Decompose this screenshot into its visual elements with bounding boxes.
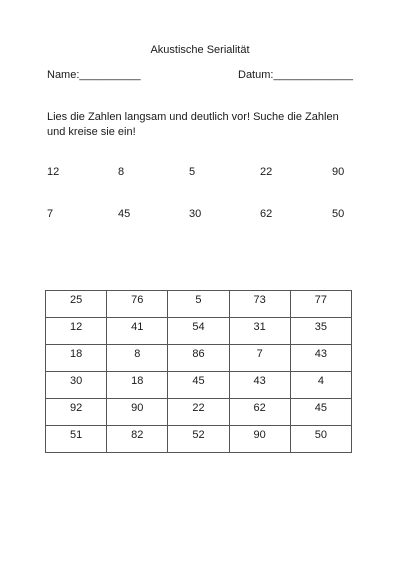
grid-cell[interactable]: 12 <box>46 318 107 345</box>
grid-cell[interactable]: 18 <box>107 372 168 399</box>
grid-row <box>46 426 352 453</box>
grid-row <box>46 345 352 372</box>
read-number: 90 <box>332 166 345 178</box>
read-number: 7 <box>47 208 54 220</box>
grid-cell[interactable]: 76 <box>107 291 168 318</box>
grid-cell[interactable]: 51 <box>46 426 107 453</box>
grid-cell[interactable]: 30 <box>46 372 107 399</box>
grid-cell[interactable]: 4 <box>290 372 351 399</box>
grid-row <box>46 291 352 318</box>
grid-cell[interactable]: 35 <box>290 318 351 345</box>
page-title: Akustische Serialität <box>150 44 250 56</box>
grid-cell[interactable]: 77 <box>290 291 351 318</box>
name-field-label: Name:__________ <box>47 69 141 81</box>
grid-cell[interactable]: 25 <box>46 291 107 318</box>
read-number: 62 <box>260 208 273 220</box>
grid-cell[interactable]: 5 <box>168 291 229 318</box>
grid-row <box>46 318 352 345</box>
grid-cell[interactable]: 54 <box>168 318 229 345</box>
date-field-label: Datum:_____________ <box>238 69 353 81</box>
read-number: 50 <box>332 208 345 220</box>
grid-cell[interactable]: 86 <box>168 345 229 372</box>
grid-row <box>46 399 352 426</box>
instruction-line-1: Lies die Zahlen langsam und deutlich vor! Suche die Zahlen <box>47 111 339 123</box>
grid-cell[interactable]: 90 <box>229 426 290 453</box>
search-number-grid <box>45 290 352 453</box>
grid-cell[interactable]: 43 <box>229 372 290 399</box>
grid-cell[interactable]: 62 <box>229 399 290 426</box>
grid-cell[interactable]: 92 <box>46 399 107 426</box>
grid-cell[interactable]: 43 <box>290 345 351 372</box>
read-number: 12 <box>47 166 60 178</box>
read-number: 8 <box>118 166 125 178</box>
read-number: 22 <box>260 166 273 178</box>
grid-cell[interactable]: 45 <box>290 399 351 426</box>
instruction-line-2: und kreise sie ein! <box>47 126 136 138</box>
grid-cell[interactable]: 7 <box>229 345 290 372</box>
grid-cell[interactable]: 22 <box>168 399 229 426</box>
grid-cell[interactable]: 50 <box>290 426 351 453</box>
grid-cell[interactable]: 52 <box>168 426 229 453</box>
read-number: 45 <box>118 208 131 220</box>
grid-row <box>46 372 352 399</box>
grid-cell[interactable]: 8 <box>107 345 168 372</box>
read-numbers-row-1 <box>0 166 400 180</box>
grid-cell[interactable]: 45 <box>168 372 229 399</box>
grid-cell[interactable]: 31 <box>229 318 290 345</box>
instructions <box>47 110 357 140</box>
read-number: 5 <box>189 166 196 178</box>
grid-cell[interactable]: 73 <box>229 291 290 318</box>
read-numbers-row-2 <box>0 208 400 222</box>
read-number: 30 <box>189 208 202 220</box>
grid-cell[interactable]: 90 <box>107 399 168 426</box>
grid-cell[interactable]: 18 <box>46 345 107 372</box>
grid-cell[interactable]: 41 <box>107 318 168 345</box>
grid-cell[interactable]: 82 <box>107 426 168 453</box>
